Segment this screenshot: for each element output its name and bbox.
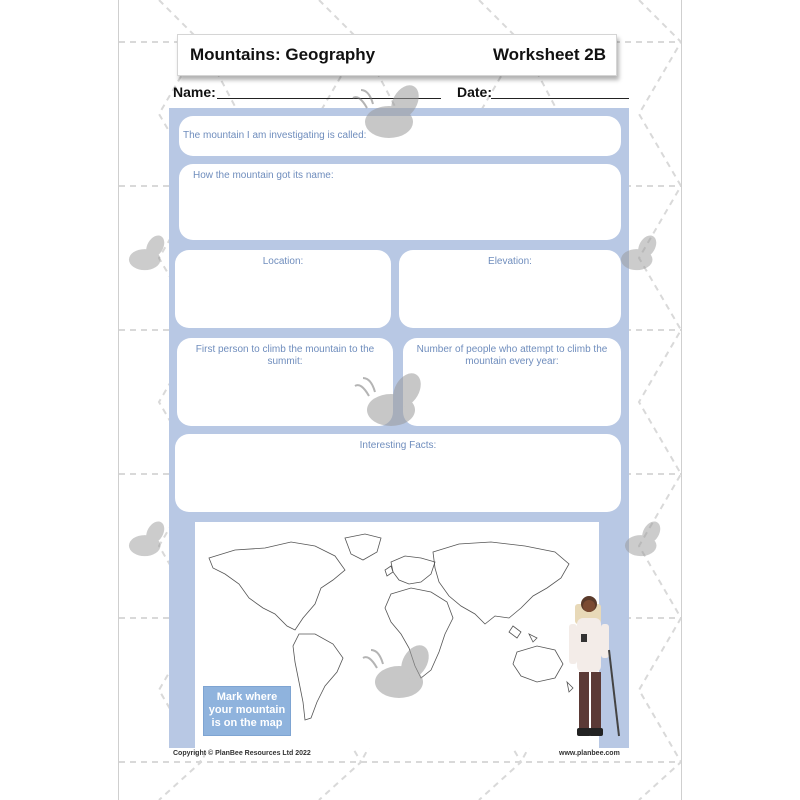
copyright-text: Copyright © PlanBee Resources Ltd 2022: [173, 750, 311, 757]
investigating-label: The mountain I am investigating is called:: [183, 130, 367, 141]
elevation-label: Elevation:: [488, 256, 532, 267]
bee-watermark: [118, 232, 178, 278]
title-banner: [177, 34, 617, 76]
worksheet-page: [118, 0, 682, 800]
europe-outline: [391, 556, 435, 584]
bee-watermark: [614, 518, 674, 564]
australia-outline: [513, 646, 563, 682]
elevation-box[interactable]: [399, 250, 621, 328]
date-label: Date:: [457, 84, 493, 100]
location-label: Location:: [262, 256, 304, 267]
bee-watermark: [359, 640, 449, 710]
hiker-right-leg: [591, 672, 601, 730]
bee-watermark: [351, 368, 441, 438]
bee-watermark: [610, 232, 670, 278]
asia-outline: [433, 542, 569, 624]
website-text: www.planbee.com: [559, 750, 620, 757]
first-climber-label: First person to climb the mountain to the summit:: [195, 344, 375, 367]
location-box[interactable]: [175, 250, 391, 328]
attempts-label: Number of people who attempt to climb the mountain every year:: [416, 344, 608, 367]
date-field[interactable]: [491, 98, 629, 99]
greenland-outline: [345, 534, 381, 560]
bee-watermark: [118, 518, 178, 564]
facts-box[interactable]: [175, 434, 621, 512]
bee-watermark: [349, 80, 439, 150]
name-origin-box[interactable]: [179, 164, 621, 240]
south-america-outline: [293, 634, 343, 720]
hiker-illustration: [559, 590, 639, 750]
name-label: Name:: [173, 84, 216, 100]
page-title: Mountains: Geography: [190, 45, 376, 64]
worksheet-number: Worksheet 2B: [492, 45, 606, 64]
hiker-jacket: [577, 618, 601, 672]
north-america-outline: [209, 542, 345, 630]
hiker-left-leg: [579, 672, 589, 730]
map-instruction-box: Mark where your mountain is on the map: [203, 686, 291, 736]
facts-label: Interesting Facts:: [359, 440, 437, 451]
name-origin-label: How the mountain got its name:: [193, 170, 334, 181]
trekking-pole: [609, 650, 619, 736]
